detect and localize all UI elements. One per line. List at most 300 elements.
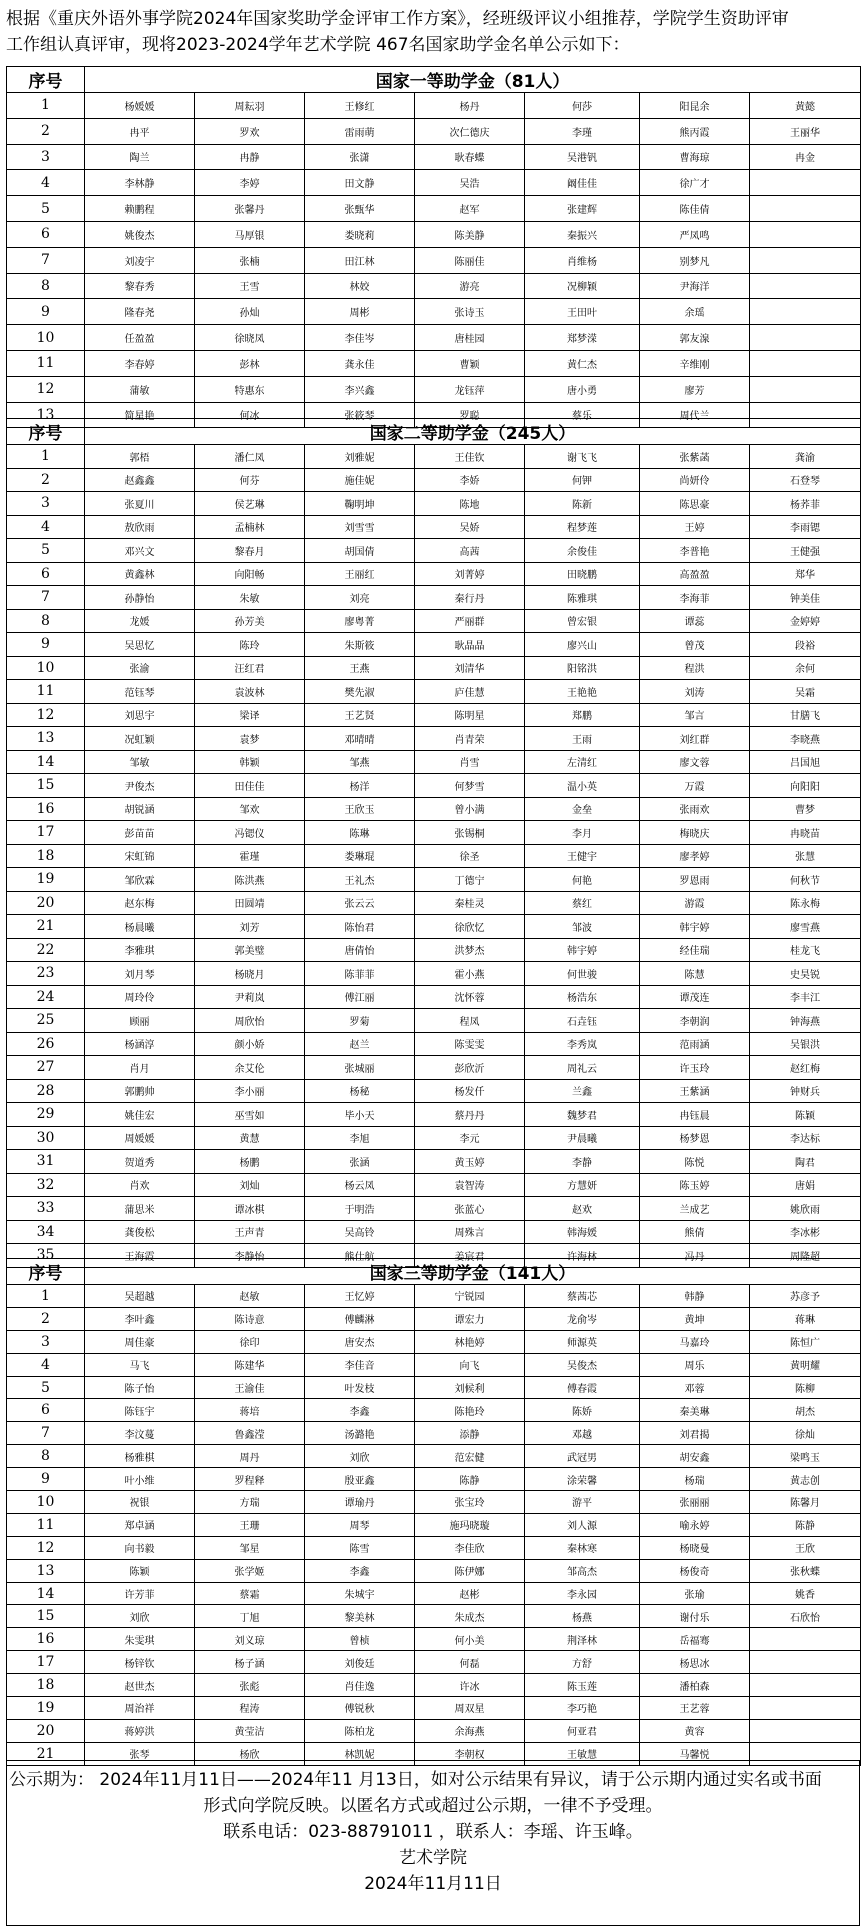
- student-name-cell: 唐娟: [750, 1173, 861, 1197]
- row-number: 12: [7, 1536, 85, 1559]
- table-row: [7, 703, 861, 727]
- row-number: 9: [7, 633, 85, 657]
- student-name-cell: 李秀岚: [525, 1032, 640, 1056]
- student-name-cell: 袁梦: [195, 727, 305, 751]
- student-name-cell: 杨媛媛: [85, 93, 195, 119]
- student-name-cell: 丁德宁: [415, 868, 525, 892]
- student-name-cell: 耿春蝶: [415, 144, 525, 170]
- student-name-cell: 韩颖: [195, 750, 305, 774]
- student-name-cell: 别梦凡: [640, 247, 750, 273]
- table-row: [7, 1079, 861, 1103]
- student-name-cell: 黄明耀: [750, 1353, 861, 1376]
- student-name-cell: 王欣玉: [305, 797, 415, 821]
- student-name-cell: 吴霜: [750, 680, 861, 704]
- student-name-cell: 邹高杰: [525, 1559, 640, 1582]
- student-name-cell: 肖维杨: [525, 247, 640, 273]
- student-name-cell: 李旭: [305, 1126, 415, 1150]
- student-name-cell: [750, 1674, 861, 1697]
- table-row: [7, 844, 861, 868]
- row-number: 12: [7, 703, 85, 727]
- student-name-cell: [750, 196, 861, 222]
- student-name-cell: 李佳欣: [415, 1536, 525, 1559]
- student-name-cell: 徐晓凤: [195, 325, 305, 351]
- student-name-cell: 田佳佳: [195, 774, 305, 798]
- student-name-cell: 李冰彬: [750, 1220, 861, 1244]
- student-name-cell: 程梦莲: [525, 515, 640, 539]
- student-name-cell: 汤潞艳: [305, 1422, 415, 1445]
- table-row: [7, 680, 861, 704]
- student-name-cell: 任盈盈: [85, 325, 195, 351]
- student-name-cell: 何钾: [525, 468, 640, 492]
- student-name-cell: 黄慧: [195, 1126, 305, 1150]
- student-name-cell: 何莎: [525, 93, 640, 119]
- student-name-cell: 刘欣: [305, 1445, 415, 1468]
- row-number: 26: [7, 1032, 85, 1056]
- student-name-cell: 朱城宇: [305, 1582, 415, 1605]
- student-name-cell: 李达标: [750, 1126, 861, 1150]
- student-name-cell: 冉平: [85, 118, 195, 144]
- table-row: [7, 1307, 861, 1330]
- student-name-cell: 张雨欢: [640, 797, 750, 821]
- student-name-cell: 张学姬: [195, 1559, 305, 1582]
- student-name-cell: 邹星: [195, 1536, 305, 1559]
- table-row: [7, 170, 861, 196]
- student-name-cell: 陈丽佳: [415, 247, 525, 273]
- student-name-cell: 涂荣馨: [525, 1468, 640, 1491]
- student-name-cell: 钟财兵: [750, 1079, 861, 1103]
- student-name-cell: 徐圣: [415, 844, 525, 868]
- index-header: 序号: [7, 1259, 85, 1285]
- table-row: [7, 915, 861, 939]
- row-number: 14: [7, 1582, 85, 1605]
- student-name-cell: 袁智涛: [415, 1173, 525, 1197]
- student-name-cell: 李静怡: [195, 1244, 305, 1268]
- row-number: 20: [7, 891, 85, 915]
- student-name-cell: 周乐: [640, 1353, 750, 1376]
- student-name-cell: 邹敏: [85, 750, 195, 774]
- student-name-cell: 郭美璧: [195, 938, 305, 962]
- table-row: [7, 1674, 861, 1697]
- student-name-cell: 罗程释: [195, 1468, 305, 1491]
- student-name-cell: 黄鑫林: [85, 562, 195, 586]
- student-name-cell: 刘芳: [195, 915, 305, 939]
- student-name-cell: 龚俊松: [85, 1220, 195, 1244]
- student-name-cell: 阳铭洪: [525, 656, 640, 680]
- student-name-cell: 马厚银: [195, 221, 305, 247]
- student-name-cell: 徐广才: [640, 170, 750, 196]
- student-name-cell: 杨发仟: [415, 1079, 525, 1103]
- row-number: 16: [7, 797, 85, 821]
- row-number: 35: [7, 1244, 85, 1268]
- student-name-cell: 甘膳飞: [750, 703, 861, 727]
- student-name-cell: 杨鹏: [195, 1150, 305, 1174]
- student-name-cell: 颜小娇: [195, 1032, 305, 1056]
- publicity-period-line-1: 公示期为： 2024年11月11日——2024年11 月13日，如对公示结果有异议，请于公示期内通过实名或书面: [9, 1770, 822, 1790]
- student-name-cell: 李婷: [195, 170, 305, 196]
- student-name-cell: 姜宸君: [415, 1244, 525, 1268]
- row-number: 1: [7, 93, 85, 119]
- student-name-cell: 霍瑾: [195, 844, 305, 868]
- student-name-cell: 唐倩怡: [305, 938, 415, 962]
- student-name-cell: 殷亚鑫: [305, 1468, 415, 1491]
- student-name-cell: 刘清华: [415, 656, 525, 680]
- student-name-cell: 陈佳倩: [640, 196, 750, 222]
- row-number: 8: [7, 273, 85, 299]
- student-name-cell: 辛维刚: [640, 350, 750, 376]
- student-name-cell: 刘灿: [195, 1173, 305, 1197]
- student-name-cell: 金婷婷: [750, 609, 861, 633]
- student-name-cell: 廖粤菁: [305, 609, 415, 633]
- student-name-cell: 罗菊: [305, 1009, 415, 1033]
- student-name-cell: 张宝玲: [415, 1491, 525, 1514]
- row-number: 7: [7, 586, 85, 610]
- student-name-cell: 赵鑫鑫: [85, 468, 195, 492]
- student-name-cell: 兰鑫: [525, 1079, 640, 1103]
- student-name-cell: 杨涵淳: [85, 1032, 195, 1056]
- student-name-cell: 谭茂连: [640, 985, 750, 1009]
- student-name-cell: 娄琳琨: [305, 844, 415, 868]
- student-name-cell: 叶小维: [85, 1468, 195, 1491]
- student-name-cell: 王欣: [750, 1536, 861, 1559]
- student-name-cell: 肖雪: [415, 750, 525, 774]
- student-name-cell: 张云云: [305, 891, 415, 915]
- row-number: 6: [7, 1399, 85, 1422]
- student-name-cell: 李静: [525, 1150, 640, 1174]
- student-name-cell: 陶君: [750, 1150, 861, 1174]
- third-class-grant-table: [6, 1258, 861, 1766]
- table-row: [7, 609, 861, 633]
- student-name-cell: [750, 325, 861, 351]
- student-name-cell: 师源英: [525, 1330, 640, 1353]
- table-row: [7, 938, 861, 962]
- student-name-cell: 蔡乐: [525, 402, 640, 428]
- student-name-cell: 范宏健: [415, 1445, 525, 1468]
- student-name-cell: [750, 1628, 861, 1651]
- student-name-cell: [750, 376, 861, 402]
- student-name-cell: 唐小勇: [525, 376, 640, 402]
- student-name-cell: 马飞: [85, 1353, 195, 1376]
- student-name-cell: 陈静: [750, 1513, 861, 1536]
- student-name-cell: 孟楠林: [195, 515, 305, 539]
- student-name-cell: 方慧妍: [525, 1173, 640, 1197]
- student-name-cell: 李海菲: [640, 586, 750, 610]
- student-name-cell: 向书毅: [85, 1536, 195, 1559]
- student-name-cell: 龚永佳: [305, 350, 415, 376]
- student-name-cell: 秦林寒: [525, 1536, 640, 1559]
- intro-line-2: 工作组认真评审，现将2023-2024学年艺术学院 467名国家助学金名单公示如下：: [6, 35, 630, 55]
- student-name-cell: 徐灿: [750, 1422, 861, 1445]
- student-name-cell: 周玲伶: [85, 985, 195, 1009]
- student-name-cell: 杨子涵: [195, 1651, 305, 1674]
- student-name-cell: 陈玉婷: [640, 1173, 750, 1197]
- student-name-cell: 杨俊奇: [640, 1559, 750, 1582]
- table-row: [7, 1126, 861, 1150]
- student-name-cell: 况柳颖: [525, 273, 640, 299]
- student-name-cell: 陶兰: [85, 144, 195, 170]
- table-row: [7, 727, 861, 751]
- row-number: 19: [7, 868, 85, 892]
- student-name-cell: 杨丹: [415, 93, 525, 119]
- student-name-cell: 杨瑞: [640, 1468, 750, 1491]
- row-number: 20: [7, 1719, 85, 1742]
- student-name-cell: 陈雯雯: [415, 1032, 525, 1056]
- student-name-cell: 武冠男: [525, 1445, 640, 1468]
- student-name-cell: 王修红: [305, 93, 415, 119]
- student-name-cell: 曾茂: [640, 633, 750, 657]
- student-name-cell: 吴俊杰: [525, 1353, 640, 1376]
- student-name-cell: 尹晨曦: [525, 1126, 640, 1150]
- row-number: 9: [7, 299, 85, 325]
- student-name-cell: 许玉玲: [640, 1056, 750, 1080]
- student-name-cell: 李小丽: [195, 1079, 305, 1103]
- student-name-cell: 陈柳: [750, 1376, 861, 1399]
- row-number: 24: [7, 985, 85, 1009]
- student-name-cell: 赵军: [415, 196, 525, 222]
- student-name-cell: 邹欢: [195, 797, 305, 821]
- row-number: 19: [7, 1697, 85, 1720]
- student-name-cell: 王紫涵: [640, 1079, 750, 1103]
- student-name-cell: 林凯妮: [305, 1742, 415, 1765]
- index-header: 序号: [7, 67, 85, 93]
- student-name-cell: 周媛媛: [85, 1126, 195, 1150]
- student-name-cell: 王敏慧: [525, 1742, 640, 1765]
- table-row: [7, 1628, 861, 1651]
- student-name-cell: 郑卓涵: [85, 1513, 195, 1536]
- row-number: 7: [7, 1422, 85, 1445]
- student-name-cell: 张楠: [195, 247, 305, 273]
- student-name-cell: 谭蕊: [640, 609, 750, 633]
- student-name-cell: 洪梦杰: [415, 938, 525, 962]
- student-name-cell: 鞠明坤: [305, 492, 415, 516]
- table-row: [7, 1220, 861, 1244]
- student-name-cell: 陈颖: [750, 1103, 861, 1127]
- row-number: 3: [7, 144, 85, 170]
- student-name-cell: 杨晨曦: [85, 915, 195, 939]
- table-row: [7, 1536, 861, 1559]
- student-name-cell: 石登琴: [750, 468, 861, 492]
- student-name-cell: 胡安鑫: [640, 1445, 750, 1468]
- student-name-cell: 周殊言: [415, 1220, 525, 1244]
- student-name-cell: 阳昆余: [640, 93, 750, 119]
- student-name-cell: 田晓鹏: [525, 562, 640, 586]
- student-name-cell: 王声青: [195, 1220, 305, 1244]
- table-row: [7, 118, 861, 144]
- student-name-cell: 王健强: [750, 539, 861, 563]
- student-name-cell: 陈恒广: [750, 1330, 861, 1353]
- student-name-cell: 吕国旭: [750, 750, 861, 774]
- student-name-cell: 王田叶: [525, 299, 640, 325]
- student-name-cell: [750, 221, 861, 247]
- student-name-cell: 廖文蓉: [640, 750, 750, 774]
- row-number: 1: [7, 445, 85, 469]
- contact-line: 联系电话：023-88791011 ，联系人：李瑶、许玉峰。: [223, 1822, 643, 1842]
- student-name-cell: 张建辉: [525, 196, 640, 222]
- student-name-cell: 郑梦溁: [525, 325, 640, 351]
- student-name-cell: 王海霞: [85, 1244, 195, 1268]
- student-name-cell: 蒋琳: [750, 1307, 861, 1330]
- student-name-cell: 杨浩东: [525, 985, 640, 1009]
- student-name-cell: 苏彦予: [750, 1285, 861, 1308]
- table-row: [7, 247, 861, 273]
- table-row: [7, 1422, 861, 1445]
- row-number: 1: [7, 1285, 85, 1308]
- student-name-cell: 郑华: [750, 562, 861, 586]
- student-name-cell: 赖鹏程: [85, 196, 195, 222]
- student-name-cell: 何小美: [415, 1628, 525, 1651]
- table-row: [7, 1376, 861, 1399]
- section-title: 国家二等助学金（245人）: [85, 419, 861, 445]
- student-name-cell: 李鑫: [305, 1399, 415, 1422]
- student-name-cell: 唐安杰: [305, 1330, 415, 1353]
- student-name-cell: 李鑫: [305, 1559, 415, 1582]
- student-name-cell: 秦美琳: [640, 1399, 750, 1422]
- row-number: 32: [7, 1173, 85, 1197]
- student-name-cell: 邓晴晴: [305, 727, 415, 751]
- student-name-cell: 何冰: [195, 402, 305, 428]
- student-name-cell: 龙钰萍: [415, 376, 525, 402]
- student-name-cell: 毕小天: [305, 1103, 415, 1127]
- student-name-cell: 鲁鑫滢: [195, 1422, 305, 1445]
- table-row: [7, 1173, 861, 1197]
- student-name-cell: 赵东梅: [85, 891, 195, 915]
- student-name-cell: 陈地: [415, 492, 525, 516]
- student-name-cell: 刘凌宇: [85, 247, 195, 273]
- student-name-cell: 陈伊娜: [415, 1559, 525, 1582]
- student-name-cell: 特惠东: [195, 376, 305, 402]
- table-row: [7, 1651, 861, 1674]
- student-name-cell: 胡国倩: [305, 539, 415, 563]
- student-name-cell: 刘候利: [415, 1376, 525, 1399]
- student-name-cell: 胡锐涵: [85, 797, 195, 821]
- student-name-cell: 张琴: [85, 1742, 195, 1765]
- student-name-cell: 何世骏: [525, 962, 640, 986]
- row-number: 11: [7, 1513, 85, 1536]
- student-name-cell: 姚俊杰: [85, 221, 195, 247]
- table-row: [7, 1445, 861, 1468]
- student-name-cell: 宋虹锦: [85, 844, 195, 868]
- table-row: [7, 1559, 861, 1582]
- student-name-cell: 余俊佳: [525, 539, 640, 563]
- index-header: 序号: [7, 419, 85, 445]
- student-name-cell: 张甄华: [305, 196, 415, 222]
- row-number: 2: [7, 118, 85, 144]
- student-name-cell: 于明浩: [305, 1197, 415, 1221]
- student-name-cell: 韩静: [640, 1285, 750, 1308]
- student-name-cell: 李春婷: [85, 350, 195, 376]
- student-name-cell: 严丽群: [415, 609, 525, 633]
- student-name-cell: 何秋节: [750, 868, 861, 892]
- student-name-cell: 蔡霜: [195, 1582, 305, 1605]
- row-number: 4: [7, 170, 85, 196]
- table-row: [7, 515, 861, 539]
- row-number: 6: [7, 221, 85, 247]
- student-name-cell: 潘仁凤: [195, 445, 305, 469]
- table-row: [7, 93, 861, 119]
- student-name-cell: 刘雅妮: [305, 445, 415, 469]
- student-name-cell: 王艺蓉: [640, 1697, 750, 1720]
- student-name-cell: 傅麟淋: [305, 1307, 415, 1330]
- student-name-cell: 许芳菲: [85, 1582, 195, 1605]
- section-title: 国家一等助学金（81人）: [85, 67, 861, 93]
- student-name-cell: 黎美林: [305, 1605, 415, 1628]
- student-name-cell: 游平: [525, 1491, 640, 1514]
- student-name-cell: 刘涛: [640, 680, 750, 704]
- student-name-cell: 陈美静: [415, 221, 525, 247]
- student-name-cell: 陈慧: [640, 962, 750, 986]
- table-row: [7, 325, 861, 351]
- student-name-cell: 廖雪燕: [750, 915, 861, 939]
- student-name-cell: 陈娇: [525, 1399, 640, 1422]
- row-number: 30: [7, 1126, 85, 1150]
- table-row: [7, 1103, 861, 1127]
- student-name-cell: 陈怡君: [305, 915, 415, 939]
- row-number: 18: [7, 844, 85, 868]
- section-title: 国家三等助学金（141人）: [85, 1259, 861, 1285]
- row-number: 10: [7, 1491, 85, 1514]
- organization-name: 艺术学院: [399, 1848, 467, 1868]
- student-name-cell: 李朝权: [415, 1742, 525, 1765]
- student-name-cell: 姚佳宏: [85, 1103, 195, 1127]
- student-name-cell: 黎春月: [195, 539, 305, 563]
- student-name-cell: 刘亮: [305, 586, 415, 610]
- student-name-cell: 周琴: [305, 1513, 415, 1536]
- student-name-cell: 杨梦恩: [640, 1126, 750, 1150]
- table-row: [7, 868, 861, 892]
- student-name-cell: 钟海燕: [750, 1009, 861, 1033]
- student-name-cell: 李巧艳: [525, 1697, 640, 1720]
- student-name-cell: 施玛晓璇: [415, 1513, 525, 1536]
- student-name-cell: 李汶蔓: [85, 1422, 195, 1445]
- student-name-cell: 李雨锶: [750, 515, 861, 539]
- student-name-cell: 陈玲: [195, 633, 305, 657]
- student-name-cell: 傅春霞: [525, 1376, 640, 1399]
- student-name-cell: 陈思豪: [640, 492, 750, 516]
- student-name-cell: 岳福骞: [640, 1628, 750, 1651]
- student-name-cell: 熊丙霞: [640, 118, 750, 144]
- student-name-cell: 郭鹏帅: [85, 1079, 195, 1103]
- student-name-cell: 孙灿: [195, 299, 305, 325]
- student-name-cell: 蒲敏: [85, 376, 195, 402]
- student-name-cell: 巫雪如: [195, 1103, 305, 1127]
- student-name-cell: 杨锌钦: [85, 1651, 195, 1674]
- student-name-cell: 孙芳美: [195, 609, 305, 633]
- student-name-cell: 郑鹏: [525, 703, 640, 727]
- row-number: 14: [7, 750, 85, 774]
- table-row: [7, 797, 861, 821]
- student-name-cell: 周丹: [195, 1445, 305, 1468]
- student-name-cell: 马馨悦: [640, 1742, 750, 1765]
- table-row: [7, 1197, 861, 1221]
- student-name-cell: 魏梦君: [525, 1103, 640, 1127]
- student-name-cell: 梅晓庆: [640, 821, 750, 845]
- student-name-cell: 李叶鑫: [85, 1307, 195, 1330]
- student-name-cell: 田江林: [305, 247, 415, 273]
- student-name-cell: 黄懿: [750, 93, 861, 119]
- student-name-cell: 冯丹: [640, 1244, 750, 1268]
- student-name-cell: 王丽红: [305, 562, 415, 586]
- student-name-cell: 谭瑜丹: [305, 1491, 415, 1514]
- student-name-cell: 李普艳: [640, 539, 750, 563]
- table-row: [7, 962, 861, 986]
- student-name-cell: 黄莹洁: [195, 1719, 305, 1742]
- student-name-cell: 廖孝婷: [640, 844, 750, 868]
- student-name-cell: 冉金: [750, 144, 861, 170]
- student-name-cell: 韩宇婷: [640, 915, 750, 939]
- student-name-cell: 尚妍伶: [640, 468, 750, 492]
- student-name-cell: 游霞: [640, 891, 750, 915]
- student-name-cell: 邹波: [525, 915, 640, 939]
- student-name-cell: 冉钰晨: [640, 1103, 750, 1127]
